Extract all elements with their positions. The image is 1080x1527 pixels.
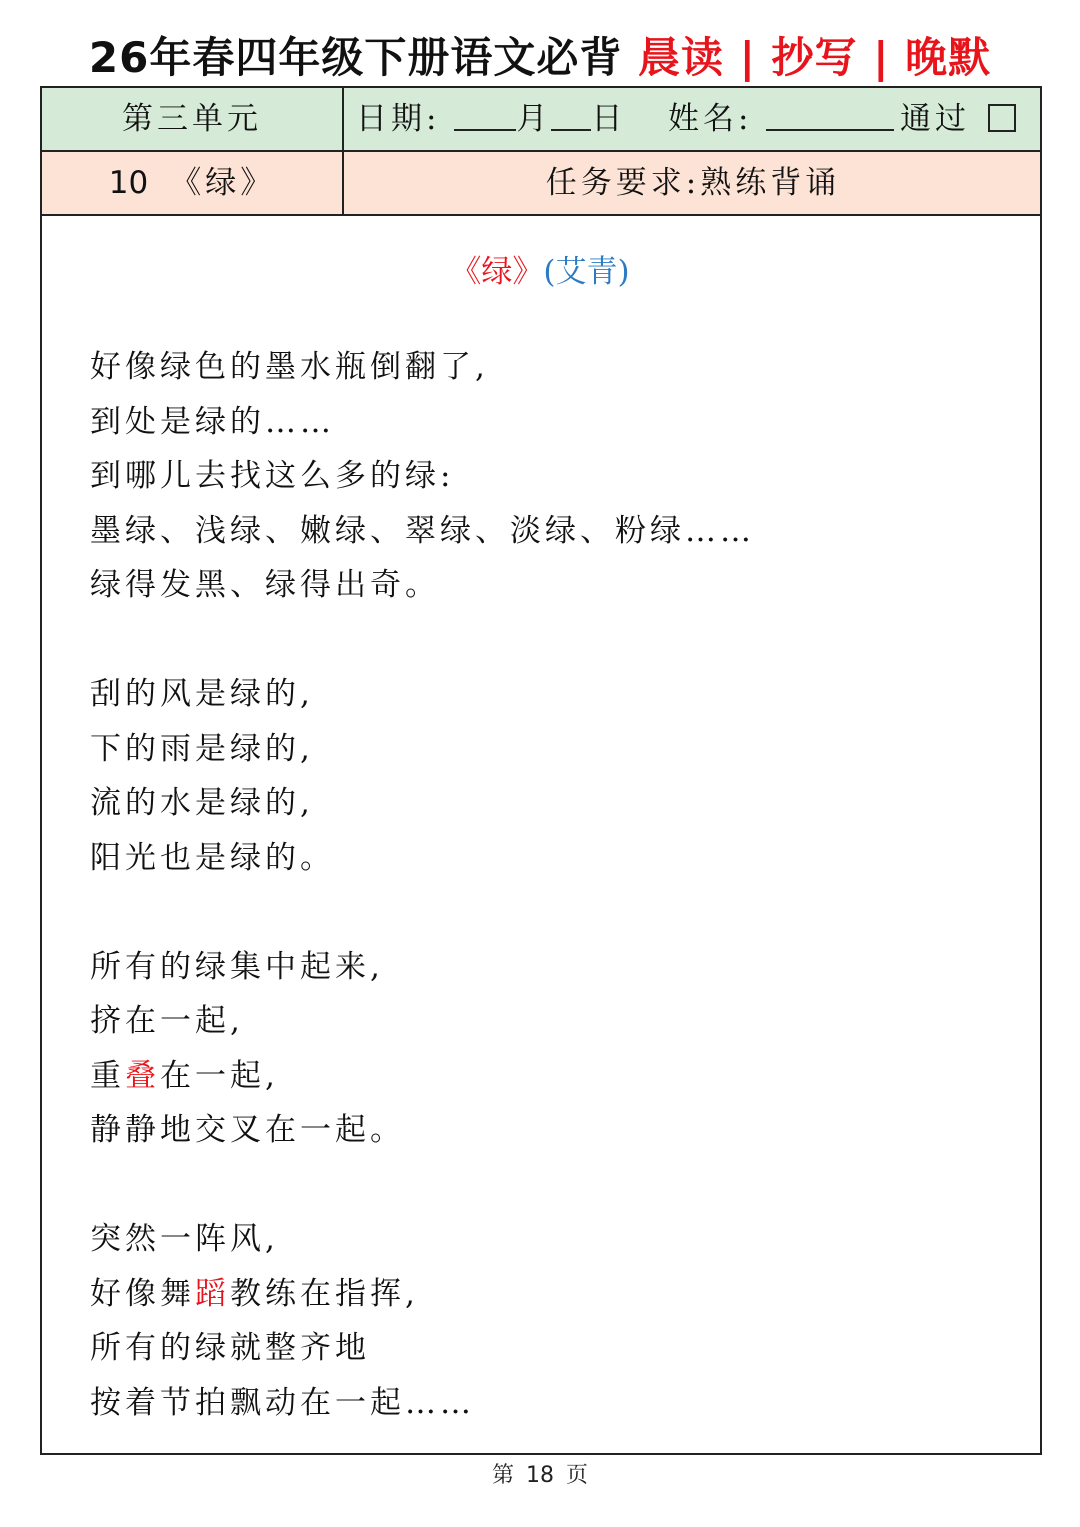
name-label: 姓名: — [668, 101, 753, 137]
lesson-number: 10 — [108, 165, 149, 201]
day-label: 日 — [591, 101, 627, 137]
poem-line: 阳光也是绿的。 — [90, 839, 335, 876]
page-number — [0, 1458, 1080, 1494]
poem-stanza — [90, 1212, 1010, 1430]
page-number-value: 18 — [526, 1463, 554, 1488]
poem-line: 流的水是绿的, — [90, 785, 314, 821]
poem-line: 到哪儿去找这么多的绿: — [90, 458, 455, 494]
highlighted-character: 叠 — [125, 1057, 160, 1094]
poem-line: 所有的绿就整齐地 — [90, 1330, 370, 1366]
pass-label: 通过 — [900, 101, 970, 137]
page-suffix: 页 — [566, 1463, 589, 1488]
poem-line: 重叠在一起, — [90, 1057, 279, 1094]
poem-author: (艾青) — [543, 254, 630, 290]
month-label: 月 — [516, 101, 552, 137]
lesson-label — [42, 152, 342, 214]
poem-line: 按着节拍飘动在一起…… — [90, 1384, 475, 1421]
poem-line: 到处是绿的…… — [90, 403, 335, 440]
unit-label: 第三单元 — [122, 101, 262, 137]
page-header-title — [0, 28, 1080, 88]
poem-heading — [0, 246, 1080, 298]
poem-line: 下的雨是绿的, — [90, 730, 314, 767]
poem-stanza — [90, 340, 1010, 613]
highlighted-character: 蹈 — [195, 1275, 230, 1312]
poem-line: 墨绿、浅绿、嫩绿、翠绿、淡绿、粉绿…… — [90, 512, 755, 549]
poem-stanza — [90, 940, 1010, 1158]
poem-stanza — [90, 667, 1010, 885]
poem-line: 挤在一起, — [90, 1003, 244, 1039]
poem-line: 刮的风是绿的, — [90, 676, 314, 712]
poem-line: 所有的绿集中起来, — [90, 948, 384, 985]
poem-title: 《绿》 — [450, 254, 544, 290]
poem-line: 突然一阵风, — [90, 1221, 279, 1257]
pass-checkbox[interactable] — [988, 104, 1016, 132]
poem-line: 绿得发黑、绿得出奇。 — [90, 567, 440, 603]
lesson-title: 《绿》 — [170, 165, 276, 201]
page-prefix: 第 — [491, 1463, 514, 1488]
date-name-field — [356, 88, 876, 150]
poem-line: 好像舞蹈教练在指挥, — [90, 1275, 419, 1312]
poem-body — [90, 340, 1010, 1485]
info-row-bottom — [42, 152, 1040, 216]
task-requirement: 任务要求:熟练背诵 — [545, 165, 841, 201]
pass-field — [900, 88, 1040, 150]
poem-line: 好像绿色的墨水瓶倒翻了, — [90, 349, 489, 385]
poem-line: 静静地交叉在一起。 — [90, 1112, 405, 1148]
name-blank[interactable] — [766, 95, 894, 131]
header-title-main: 26年春四年级下册语文必背 — [88, 33, 623, 82]
header-title-accent: 晨读 | 抄写 | 晚默 — [637, 33, 992, 82]
info-row-top — [42, 88, 1040, 152]
column-divider — [342, 88, 344, 216]
date-label: 日期: — [356, 101, 441, 137]
month-blank[interactable] — [454, 95, 516, 131]
day-blank[interactable] — [551, 95, 591, 131]
